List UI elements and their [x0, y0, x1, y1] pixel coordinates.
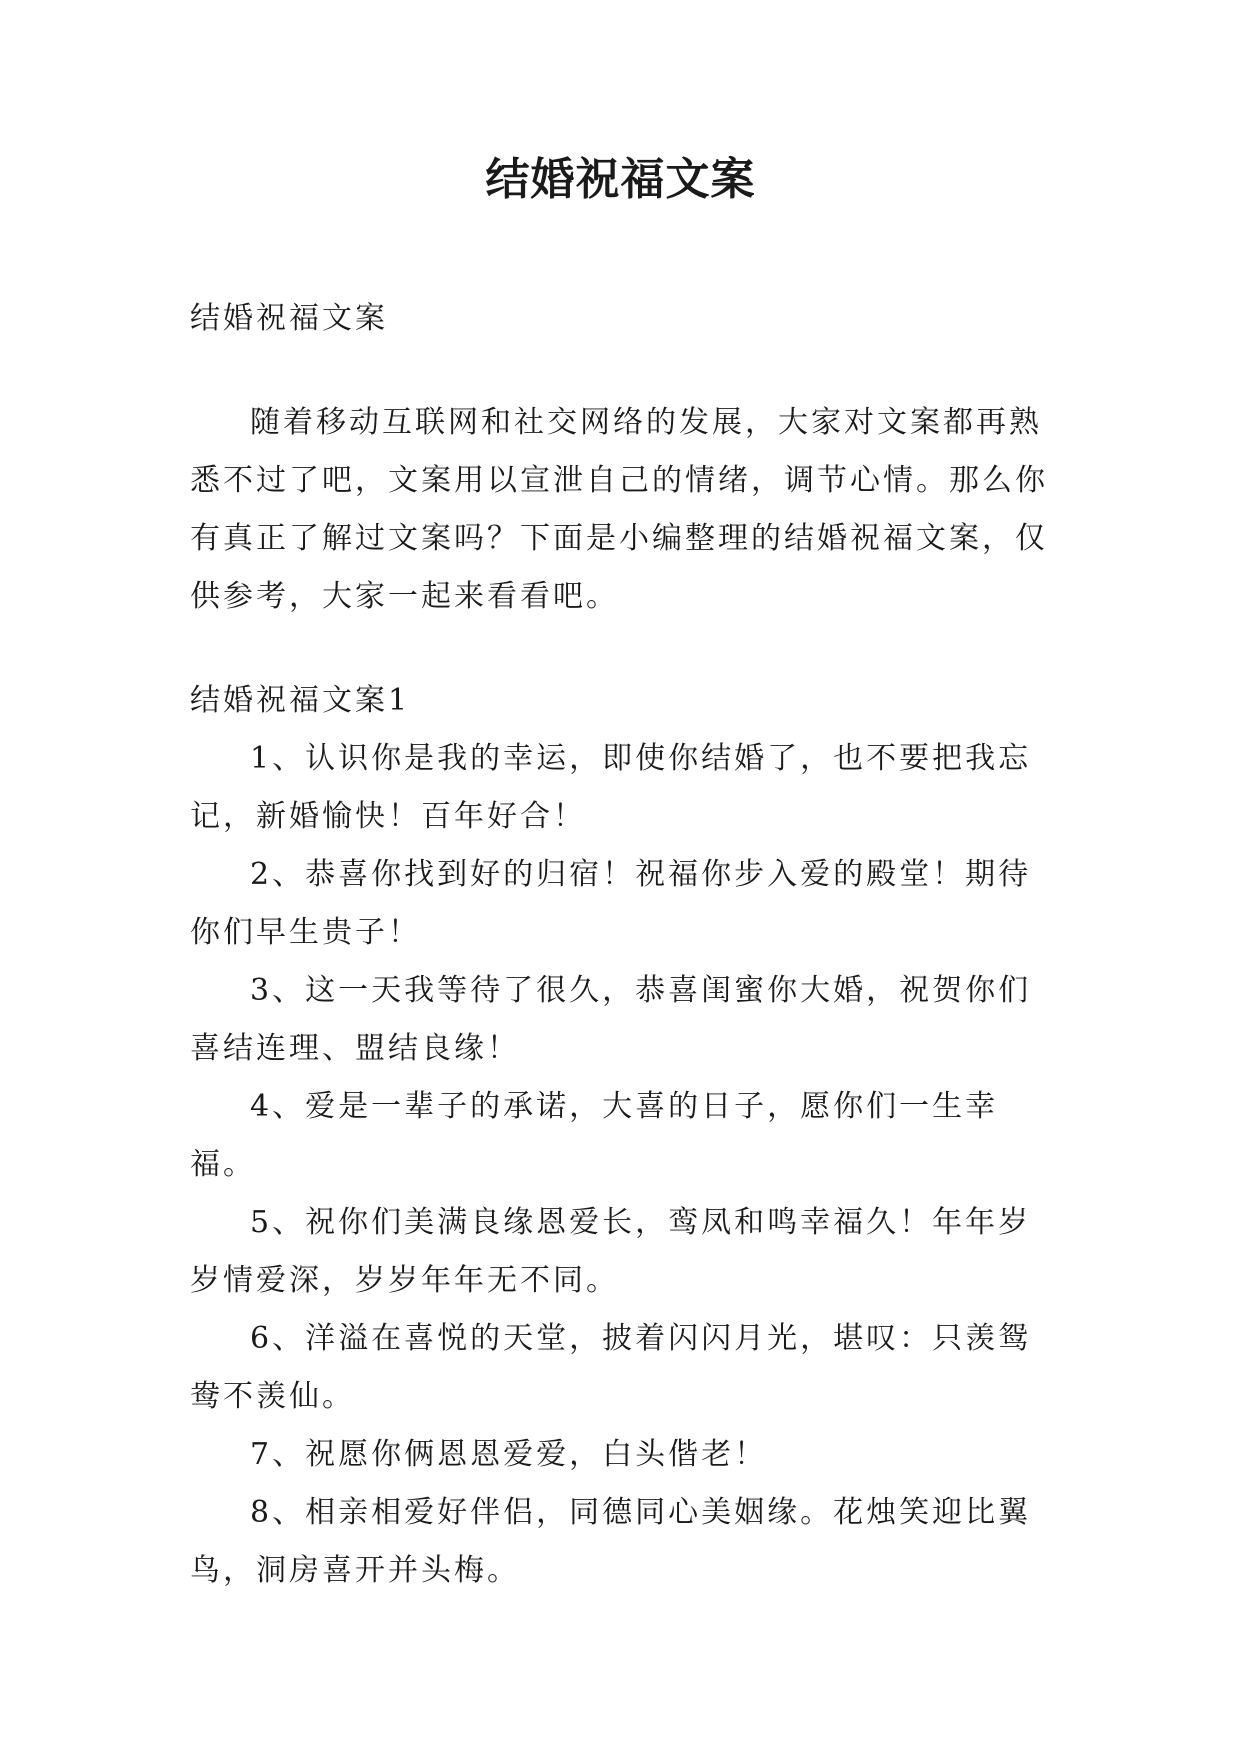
list-item: 6、洋溢在喜悦的天堂，披着闪闪月光，堪叹：只羡鸳鸯不羡仙。	[190, 1321, 1032, 1414]
list-item: 2、恭喜你找到好的归宿！祝福你步入爱的殿堂！期待你们早生贵子！	[190, 857, 1032, 950]
section-heading: 结婚祝福文案1	[190, 683, 411, 718]
document-title: 结婚祝福文案	[485, 154, 756, 205]
intro-paragraph: 随着移动互联网和社交网络的发展，大家对文案都再熟悉不过了吧，文案用以宣泄自己的情绪，调节心情。那么你有真正了解过文案吗？下面是小编整理的结婚祝福文案，仅供参考，大家一起来看看吧。	[190, 405, 1048, 614]
list-item: 7、祝愿你俩恩恩爱爱，白头偕老！	[250, 1437, 768, 1472]
list-item: 8、相亲相爱好伴侣，同德同心美姻缘。花烛笑迎比翼鸟，洞房喜开并头梅。	[190, 1495, 1032, 1588]
document-subtitle: 结婚祝福文案	[190, 301, 388, 336]
list-item: 3、这一天我等待了很久，恭喜闺蜜你大婚，祝贺你们喜结连理、盟结良缘！	[190, 973, 1032, 1066]
document-body	[190, 290, 1060, 1600]
list-item: 4、爱是一辈子的承诺，大喜的日子，愿你们一生幸福。	[190, 1089, 999, 1182]
list-item: 1、认识你是我的幸运，即使你结婚了，也不要把我忘记，新婚愉快！百年好合！	[190, 741, 1032, 834]
list-item: 5、祝你们美满良缘恩爱长，鸾凤和鸣幸福久！年年岁岁情爱深，岁岁年年无不同。	[190, 1205, 1032, 1298]
